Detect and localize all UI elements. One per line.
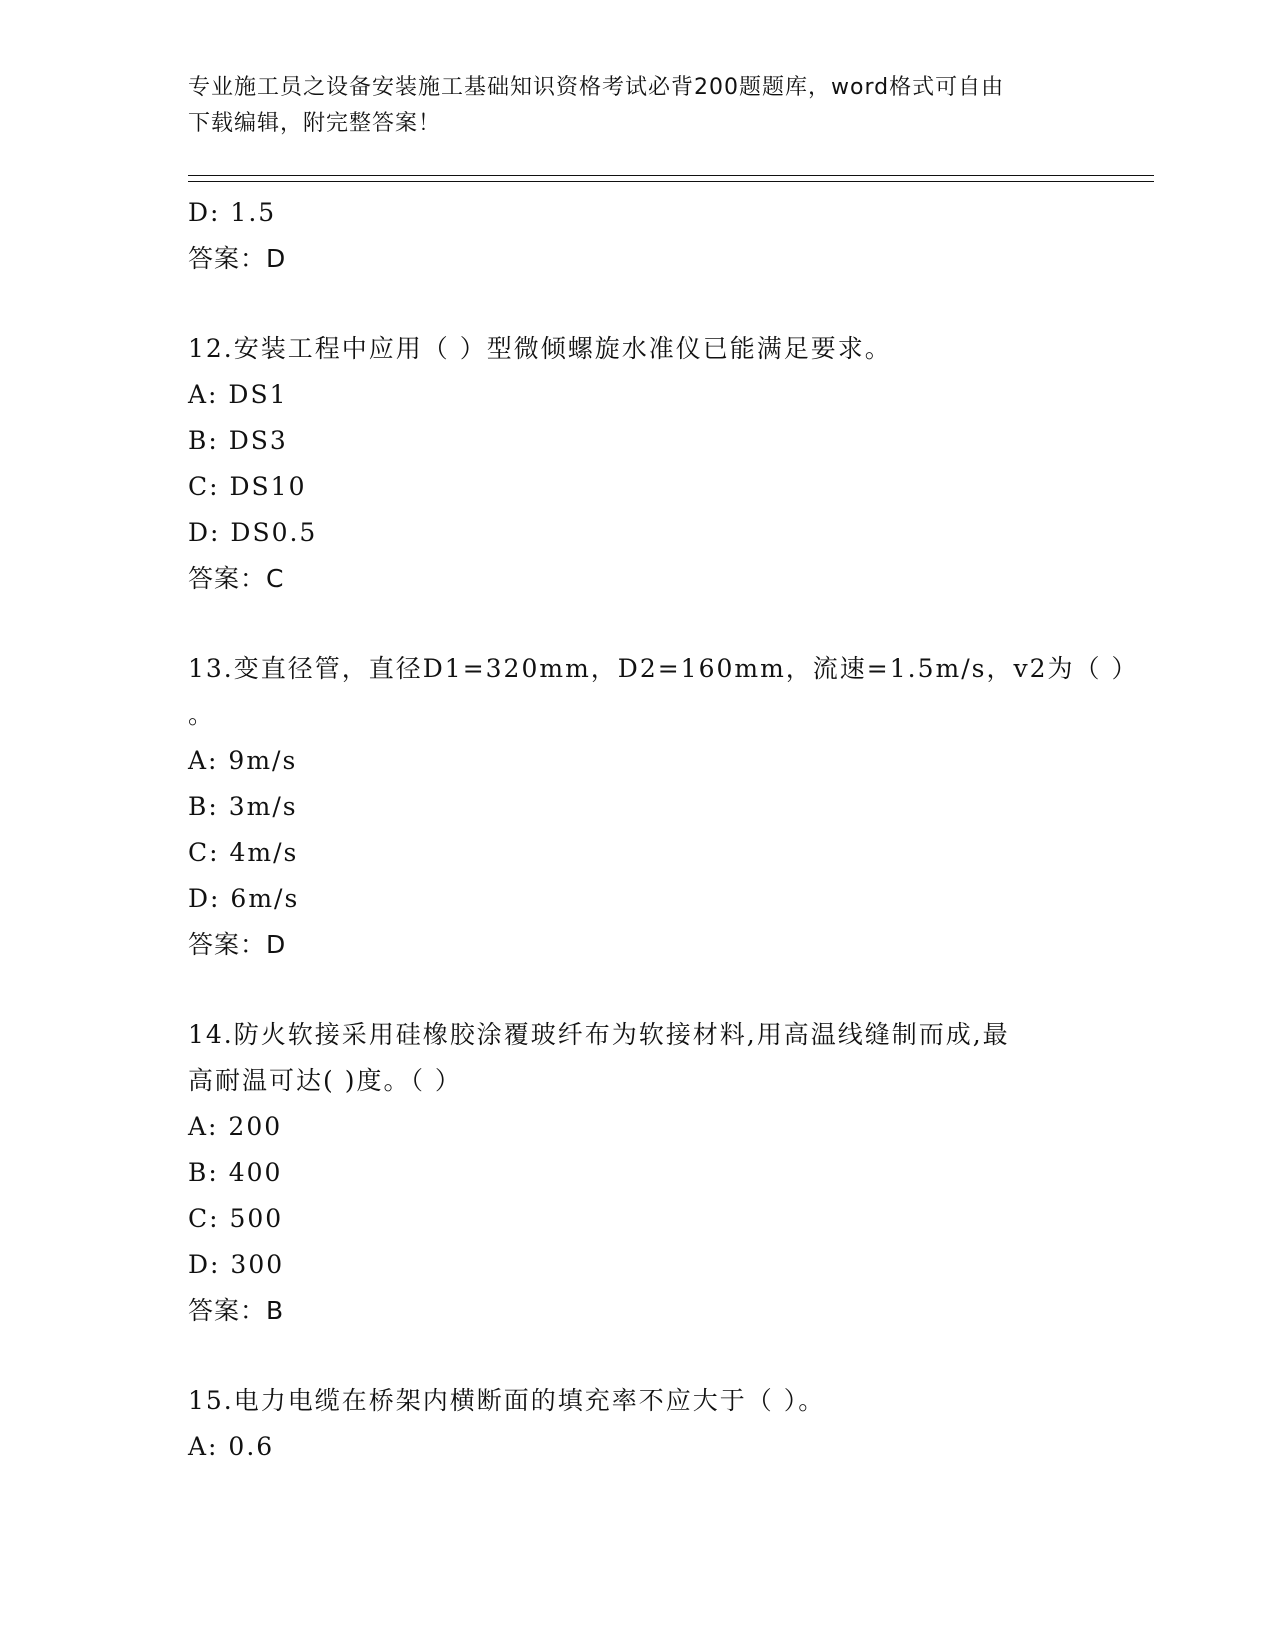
header-divider-top xyxy=(188,175,1154,176)
spacer xyxy=(188,968,1148,1012)
question-text-line-1: 13.变直径管，直径D1=320mm，D2=160mm，流速=1.5m/s，v2为（ ） xyxy=(188,654,1139,683)
option-a: A: DS1 xyxy=(188,380,288,409)
question-15 xyxy=(188,1378,1148,1470)
header-title-line-2: 下载编辑，附完整答案！ xyxy=(188,111,442,136)
question-text: 12.安装工程中应用（ ）型微倾螺旋水准仪已能满足要求。 xyxy=(188,334,892,363)
document-header xyxy=(188,70,1088,142)
option-a: A: 9m/s xyxy=(188,746,298,775)
option-c: C: DS10 xyxy=(188,472,307,501)
spacer xyxy=(188,282,1148,326)
question-text-line-1: 14.防火软接采用硅橡胶涂覆玻纤布为软接材料,用高温线缝制而成,最 xyxy=(188,1020,1010,1049)
answer: 答案：D xyxy=(188,930,287,959)
answer: 答案：C xyxy=(188,564,285,593)
spacer xyxy=(188,602,1148,646)
option-b: B: 400 xyxy=(188,1158,283,1187)
option-d: D: 1.5 xyxy=(188,198,277,227)
header-title-line-1: 专业施工员之设备安装施工基础知识资格考试必背200题题库，word格式可自由 xyxy=(188,75,1005,100)
option-a: A: 0.6 xyxy=(188,1432,275,1461)
option-d: D: 300 xyxy=(188,1250,285,1279)
option-b: B: DS3 xyxy=(188,426,288,455)
question-12 xyxy=(188,326,1148,602)
question-11-tail xyxy=(188,190,1148,282)
answer: 答案：D xyxy=(188,244,287,273)
option-b: B: 3m/s xyxy=(188,792,298,821)
question-text-line-2: 高耐温可达( )度。（ ） xyxy=(188,1066,462,1095)
option-d: D: 6m/s xyxy=(188,884,300,913)
question-text-line-2: 。 xyxy=(188,700,216,729)
option-c: C: 500 xyxy=(188,1204,284,1233)
spacer xyxy=(188,1334,1148,1378)
question-text: 15.电力电缆在桥架内横断面的填充率不应大于（ ）。 xyxy=(188,1386,826,1415)
option-c: C: 4m/s xyxy=(188,838,299,867)
answer: 答案：B xyxy=(188,1296,285,1325)
question-list xyxy=(188,190,1148,1470)
option-a: A: 200 xyxy=(188,1112,283,1141)
header-divider-bottom xyxy=(188,181,1154,182)
question-13 xyxy=(188,646,1148,968)
option-d: D: DS0.5 xyxy=(188,518,318,547)
question-14 xyxy=(188,1012,1148,1334)
